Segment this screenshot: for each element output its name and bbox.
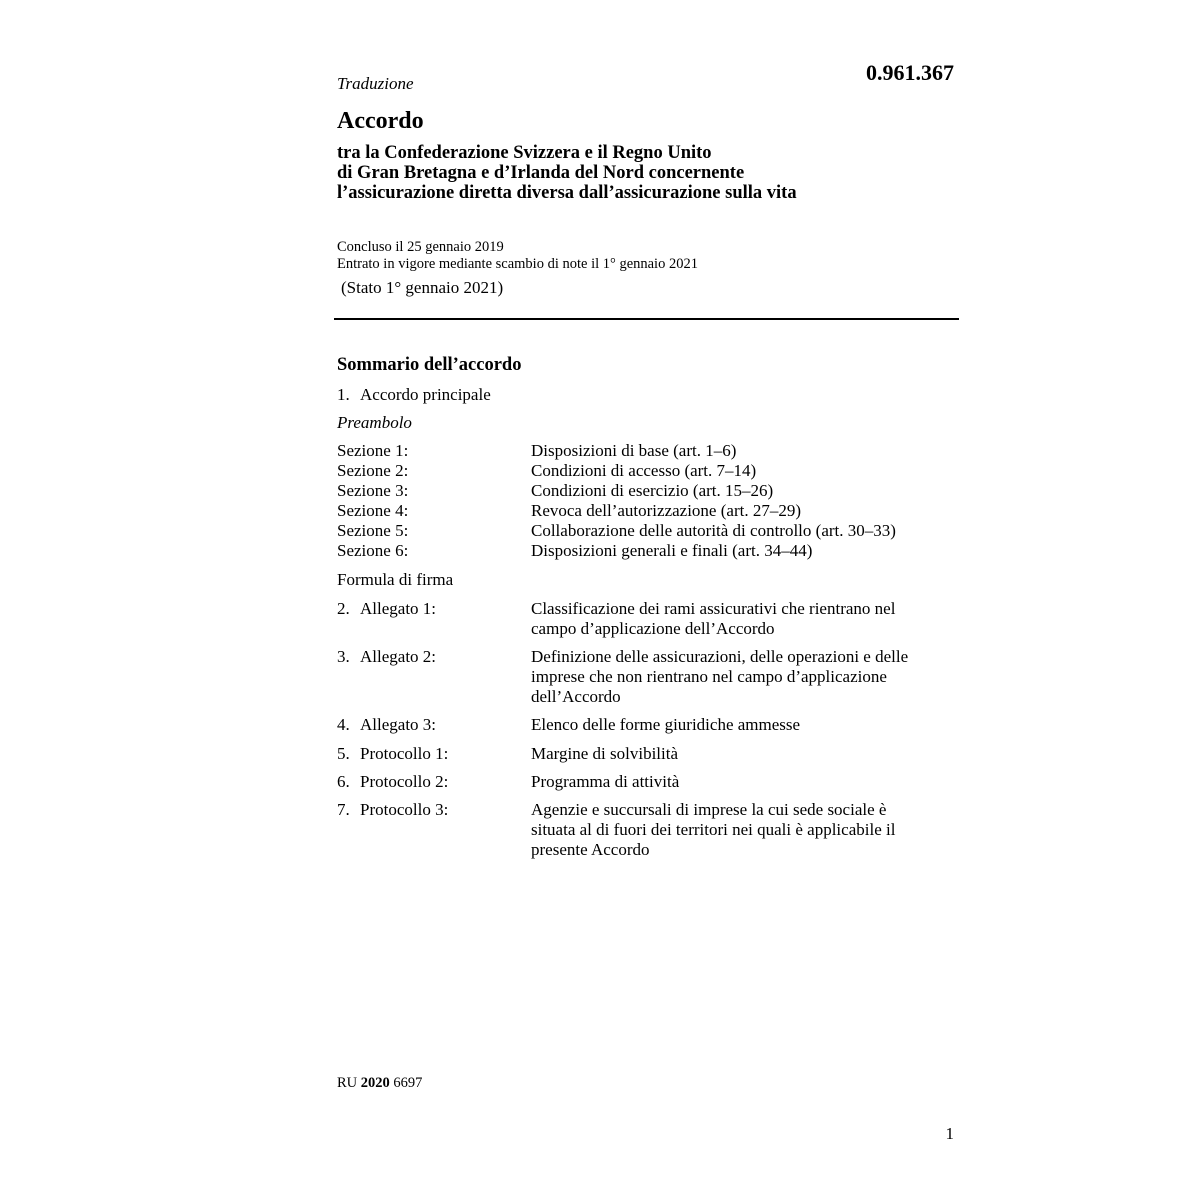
- item-label: Accordo principale: [360, 385, 491, 404]
- translation-label: Traduzione: [337, 74, 414, 93]
- ru-reference: [337, 1075, 422, 1092]
- desc-line: presente Accordo: [531, 840, 650, 859]
- concluded-date: Concluso il 25 gennaio 2019: [337, 239, 504, 255]
- subtitle-line: tra la Confederazione Svizzera e il Regno Unito: [337, 143, 712, 163]
- header-divider: [334, 318, 959, 320]
- summary-title: Sommario dell’accordo: [337, 355, 522, 375]
- section-label: Sezione 5:: [337, 521, 409, 540]
- desc-line: Definizione delle assicurazioni, delle operazioni e delle: [531, 647, 909, 666]
- document-title: Accordo: [337, 108, 424, 134]
- section-label: Sezione 2:: [337, 461, 409, 480]
- entry-into-force-date: Entrato in vigore mediante scambio di note il 1° gennaio 2021: [337, 256, 698, 272]
- section-desc: Collaborazione delle autorità di controllo (art. 30–33): [531, 521, 896, 540]
- subtitle-line: di Gran Bretagna e d’Irlanda del Nord concernente: [337, 163, 745, 183]
- signature-formula-label: Formula di firma: [337, 570, 454, 589]
- item-label: Allegato 2:: [360, 647, 437, 666]
- section-label: Sezione 3:: [337, 481, 409, 500]
- annex-label: [337, 647, 436, 667]
- item-number: 7.: [337, 800, 350, 819]
- protocol-label: [337, 772, 448, 792]
- desc-line: imprese che non rientrano nel campo d’applicazione: [531, 667, 887, 686]
- item-label: Protocollo 1:: [360, 744, 449, 763]
- ru-prefix: RU: [337, 1075, 358, 1091]
- desc-line: dell’Accordo: [531, 687, 621, 706]
- annex-desc: [531, 647, 908, 707]
- page-number: 1: [945, 1124, 954, 1143]
- section-desc: Condizioni di esercizio (art. 15–26): [531, 481, 774, 500]
- desc-line: Programma di attività: [531, 772, 680, 791]
- desc-line: Elenco delle forme giuridiche ammesse: [531, 715, 801, 734]
- section-label: Sezione 6:: [337, 541, 409, 560]
- protocol-label: [337, 744, 448, 764]
- item-label: Allegato 1:: [360, 599, 437, 618]
- desc-line: Agenzie e succursali di imprese la cui sede sociale è: [531, 800, 887, 819]
- item-number: 5.: [337, 744, 350, 763]
- ru-page: 6697: [393, 1075, 423, 1091]
- subtitle-line: l’assicurazione diretta diversa dall’assicurazione sulla vita: [337, 183, 797, 203]
- ru-year: 2020: [360, 1075, 390, 1091]
- desc-line: Classificazione dei rami assicurativi che rientrano nel: [531, 599, 896, 618]
- item-number: 3.: [337, 647, 350, 666]
- sr-number: 0.961.367: [866, 60, 954, 85]
- annex-desc: [531, 599, 895, 639]
- section-desc: Disposizioni di base (art. 1–6): [531, 441, 737, 460]
- section-desc: Disposizioni generali e finali (art. 34–44): [531, 541, 813, 560]
- item-number: 2.: [337, 599, 350, 618]
- item-label: Protocollo 2:: [360, 772, 449, 791]
- annex-desc: [531, 715, 800, 735]
- item-label: Protocollo 3:: [360, 800, 449, 819]
- document-dates: [337, 239, 698, 273]
- section-label: Sezione 4:: [337, 501, 409, 520]
- desc-line: Margine di solvibilità: [531, 744, 679, 763]
- annex-label: [337, 599, 436, 619]
- preamble-label: Preambolo: [337, 413, 412, 432]
- annex-label: [337, 715, 436, 735]
- section-desc: Condizioni di accesso (art. 7–14): [531, 461, 757, 480]
- summary-item-main: [337, 385, 491, 405]
- protocol-desc: [531, 744, 678, 764]
- status-date: (Stato 1° gennaio 2021): [341, 278, 504, 297]
- desc-line: situata al di fuori dei territori nei quali è applicabile il: [531, 820, 896, 839]
- document-subtitle: [337, 143, 797, 203]
- item-number: 4.: [337, 715, 350, 734]
- item-label: Allegato 3:: [360, 715, 437, 734]
- item-number: 6.: [337, 772, 350, 791]
- desc-line: campo d’applicazione dell’Accordo: [531, 619, 775, 638]
- item-number: 1.: [337, 385, 350, 404]
- section-label: Sezione 1:: [337, 441, 409, 460]
- protocol-label: [337, 800, 448, 820]
- section-desc: Revoca dell’autorizzazione (art. 27–29): [531, 501, 801, 520]
- protocol-desc: [531, 800, 895, 860]
- protocol-desc: [531, 772, 679, 792]
